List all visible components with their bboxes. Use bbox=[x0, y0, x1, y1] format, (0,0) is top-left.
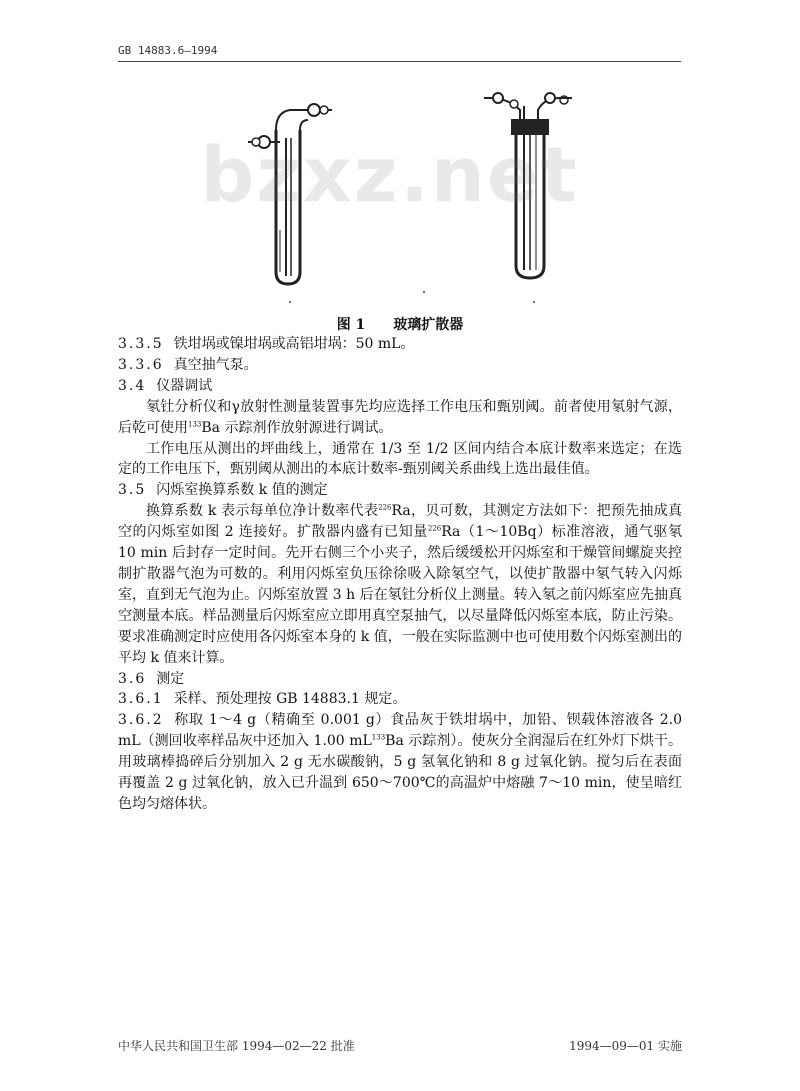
isotope-superscript: 226 bbox=[378, 503, 392, 512]
section-text: 真空抽气泵。 bbox=[173, 356, 258, 373]
section-3-6-heading bbox=[118, 669, 682, 690]
paragraph-text: Ba 示踪剂作放射源进行调试。 bbox=[201, 419, 393, 436]
section-text: 铁坩埚或镍坩埚或高铝坩埚：50 mL。 bbox=[173, 336, 415, 352]
standard-number-header: GB 14883.6—1994 bbox=[118, 44, 218, 57]
section-3-3-6 bbox=[118, 355, 682, 376]
section-number: 3.6 bbox=[118, 670, 147, 687]
section-3-4-paragraph-2: 工作电压从测出的坪曲线上，通常在 1/3 至 1/2 区间内结合本底计数率来选定；在选定的工作电压下，甄别阈从测出的本底计数率-甄别阈关系曲线上选出最佳值。 bbox=[118, 440, 682, 478]
paragraph-text: Ba 示踪剂）。使灰分全润湿后在红外灯下烘干。用玻璃棒捣碎后分别加入 2 g 无水碳酸钠，5 g 氢氧化钠和 8 g 过氧化钠。搅匀后在表面再覆盖 2 g 过氧化钠，放入已升温到 650～700℃的高温炉中熔融 7～10 min，使呈暗红色均匀熔体状。 bbox=[118, 733, 682, 812]
isotope-superscript: 133 bbox=[371, 733, 386, 742]
approval-footer: 中华人民共和国卫生部 1994—02—22 批准 bbox=[118, 1039, 355, 1053]
section-number: 3.6.2 bbox=[118, 712, 164, 729]
section-title: 闪烁室换算系数 k 值的测定 bbox=[156, 482, 328, 499]
watermark-text: bzxz.net bbox=[200, 130, 579, 219]
implementation-footer: 1994—09—01 实施 bbox=[569, 1039, 682, 1053]
section-3-6-2 bbox=[118, 710, 682, 815]
section-3-5-heading bbox=[118, 480, 682, 501]
paragraph-text: Ra（1～10Bq）标准溶液，通气驱氡 10 min 后封存一定时间。先开右侧三个小夹子，然后缓缓松开闪烁室和干燥管间螺旋夹控制扩散器气泡为可数的。利用闪烁室负压徐徐吸入除氡空气，以使扩散器中氡气转入闪烁室，直到无气泡为止。闪烁室放置 3 h 后在氡钍分析仪上测量。转入氡之前闪烁室应先抽真空测量本底。样品测量后闪烁室应立即用真空泵抽气，以尽量降低闪烁室本底，防止污染。要求准确测定时应使用各闪烁室本身的 k 值，一般在实际监测中也可使用数个闪烁室测出的平均 k 值来计算。 bbox=[118, 524, 682, 666]
figure-number: 图 1 bbox=[336, 317, 366, 333]
section-3-5-paragraph bbox=[118, 501, 682, 668]
figure-title: 玻璃扩散器 bbox=[393, 317, 464, 333]
section-title: 仪器调试 bbox=[156, 377, 213, 394]
section-3-4-heading bbox=[118, 376, 682, 397]
isotope-superscript: 133 bbox=[188, 419, 202, 428]
section-3-6-1 bbox=[118, 689, 682, 710]
document-body bbox=[118, 334, 682, 815]
paragraph-text: 氡钍分析仪和γ放射性测量装置事先均应选择工作电压和甄别阈。前者使用氡射气源，后乾可使用 bbox=[118, 398, 682, 436]
section-number: 3.4 bbox=[118, 377, 147, 394]
section-3-3-5 bbox=[118, 334, 682, 355]
paragraph-text: Ra，贝可数，其测定方法如下：把预先抽成真空的闪烁室如图 2 连接好。扩散器内盛有已知量 bbox=[118, 503, 682, 541]
section-number: 3.3.5 bbox=[118, 336, 164, 352]
header-rule bbox=[118, 61, 681, 62]
section-3-4-paragraph-1 bbox=[118, 397, 682, 439]
section-number: 3.5 bbox=[118, 482, 147, 499]
section-number: 3.6.1 bbox=[118, 691, 164, 708]
section-number: 3.3.6 bbox=[118, 356, 164, 373]
section-text: 采样、预处理按 GB 14883.1 规定。 bbox=[173, 691, 407, 708]
paragraph-text: 换算系数 k 表示每单位净计数率代表 bbox=[146, 503, 379, 520]
figure-caption bbox=[0, 314, 800, 334]
isotope-superscript: 226 bbox=[427, 524, 442, 533]
paragraph-text: 称取 1～4 g（精确至 0.001 g）食品灰于铁坩埚中，加铅、钡载体溶液各 2.0 mL（测回收率样品灰中还加入 1.00 mL bbox=[118, 712, 682, 750]
section-title: 测定 bbox=[156, 670, 185, 687]
